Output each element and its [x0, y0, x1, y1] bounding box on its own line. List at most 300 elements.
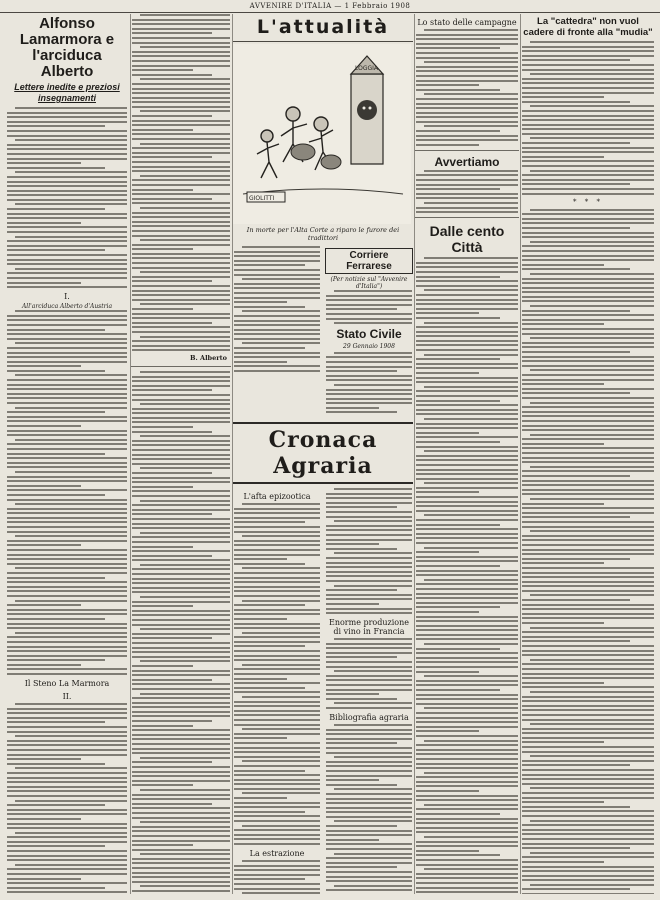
text-line — [7, 795, 127, 797]
text-line — [7, 613, 127, 615]
text-line — [234, 691, 320, 693]
text-line — [242, 342, 320, 344]
text-line — [132, 555, 212, 557]
cartoon-label-left: GIOLITTI — [249, 195, 275, 202]
text-line — [326, 675, 412, 677]
text-line — [522, 119, 654, 121]
text-line — [132, 738, 230, 740]
text-line — [326, 643, 412, 645]
text-line — [234, 531, 320, 533]
text-line — [140, 467, 230, 469]
text-line — [522, 650, 654, 652]
text-line — [416, 808, 518, 810]
text-line — [7, 882, 127, 884]
text-line — [234, 888, 320, 890]
text-line — [522, 581, 654, 583]
text-line — [234, 287, 320, 289]
text-line — [132, 313, 230, 315]
text-line — [7, 416, 127, 418]
text-line — [530, 305, 654, 307]
text-line — [334, 788, 412, 790]
text-line — [522, 457, 654, 459]
text-line — [15, 567, 127, 569]
text-line — [522, 824, 654, 826]
text-line — [132, 444, 230, 446]
text-line — [522, 558, 630, 560]
text-line — [15, 342, 127, 344]
divider — [131, 366, 231, 367]
text-line — [7, 868, 127, 870]
text-line — [326, 366, 412, 368]
text-line — [522, 549, 654, 551]
text-line — [416, 753, 518, 755]
text-line — [522, 64, 654, 66]
text-line — [522, 156, 604, 158]
text-line — [140, 175, 230, 177]
text-line — [416, 459, 518, 461]
text-line — [7, 646, 127, 648]
text-line — [132, 161, 230, 163]
text-line — [522, 443, 604, 445]
text-line — [326, 839, 379, 841]
text-line — [416, 38, 518, 40]
text-line — [416, 52, 518, 54]
text-line — [326, 612, 412, 614]
text-line — [132, 798, 230, 800]
text-line — [416, 427, 518, 429]
text-line — [326, 742, 397, 744]
text-line — [416, 276, 500, 278]
text-line — [522, 461, 654, 463]
text-line — [416, 404, 518, 406]
text-line — [522, 296, 654, 298]
text-line — [416, 47, 500, 49]
text-line — [326, 807, 412, 809]
text-line — [424, 740, 518, 742]
text-line — [242, 535, 320, 537]
text-line — [132, 454, 230, 456]
text-line — [234, 770, 305, 772]
text-line — [242, 632, 320, 634]
text-line — [416, 294, 518, 296]
text-line — [522, 760, 654, 762]
text-line — [326, 689, 412, 691]
text-line — [416, 763, 518, 765]
text-line — [132, 881, 230, 883]
text-line — [522, 415, 654, 417]
text-line — [416, 781, 518, 783]
text-line — [326, 308, 397, 310]
text-line — [530, 627, 654, 629]
text-line — [234, 590, 320, 592]
text-line — [132, 124, 230, 126]
text-line — [234, 843, 320, 845]
text-line — [132, 202, 230, 204]
text-line — [416, 574, 518, 576]
text-line — [234, 815, 320, 817]
text-line — [416, 570, 518, 572]
text-line — [234, 756, 320, 758]
text-line — [140, 821, 230, 823]
text-line — [132, 88, 230, 90]
text-line — [140, 853, 230, 855]
text-line — [15, 439, 127, 441]
text-line — [416, 381, 518, 383]
text-line — [7, 158, 127, 160]
text-line — [242, 664, 320, 666]
text-line — [416, 271, 518, 273]
text-line — [7, 213, 127, 215]
text-line — [132, 248, 193, 250]
text-line — [7, 190, 127, 192]
text-line — [140, 660, 230, 662]
text-line — [416, 179, 518, 181]
text-line — [234, 869, 320, 871]
text-line — [522, 778, 654, 780]
text-line — [522, 512, 654, 514]
text-line — [7, 818, 81, 820]
text-line — [7, 772, 127, 774]
text-line — [416, 266, 518, 268]
text-line — [334, 520, 412, 522]
article-body — [325, 290, 413, 324]
text-line — [7, 466, 127, 468]
text-line — [326, 761, 412, 763]
text-line — [416, 882, 518, 884]
text-line — [234, 701, 320, 703]
article-body — [131, 371, 231, 894]
text-line — [522, 259, 654, 261]
text-line — [522, 115, 654, 117]
text-line — [522, 174, 654, 176]
text-line — [132, 147, 230, 149]
text-line — [416, 197, 518, 199]
text-line — [530, 723, 654, 725]
text-line — [326, 880, 412, 882]
text-line — [7, 891, 127, 893]
text-line — [7, 499, 127, 501]
text-line — [234, 554, 320, 556]
section-heading: Enorme produzione di vino in Francia — [328, 618, 409, 637]
text-line — [234, 338, 320, 340]
text-line — [522, 333, 654, 335]
text-line — [132, 876, 230, 878]
text-line — [522, 686, 654, 688]
text-line — [7, 249, 105, 251]
text-line — [416, 625, 518, 627]
text-line — [7, 263, 127, 265]
text-line — [522, 888, 630, 890]
text-line — [416, 864, 518, 866]
text-line — [334, 670, 412, 672]
text-line — [522, 397, 654, 399]
text-line — [15, 703, 127, 705]
text-line — [326, 548, 397, 550]
text-line — [326, 765, 412, 767]
text-line — [7, 420, 127, 422]
text-line — [7, 604, 81, 606]
text-line — [7, 208, 105, 210]
text-line — [326, 733, 412, 735]
text-line — [416, 363, 518, 365]
text-line — [424, 772, 518, 774]
text-line — [416, 395, 518, 397]
text-line — [530, 820, 654, 822]
text-line — [132, 546, 193, 548]
text-line — [132, 582, 230, 584]
text-line — [522, 183, 630, 185]
text-line — [234, 650, 320, 652]
text-line — [140, 78, 230, 80]
text-line — [7, 365, 81, 367]
text-line — [522, 856, 654, 858]
section-heading: Avvertiamo — [434, 154, 500, 169]
text-line — [530, 691, 654, 693]
text-line — [7, 194, 127, 196]
text-line — [7, 388, 127, 390]
text-line — [522, 278, 654, 280]
text-line — [7, 347, 127, 349]
text-line — [326, 562, 412, 564]
text-line — [7, 813, 127, 815]
text-line — [416, 528, 518, 530]
column-1 — [6, 14, 128, 894]
text-line — [132, 244, 230, 246]
text-line — [132, 216, 230, 218]
text-line — [522, 503, 604, 505]
text-line — [522, 590, 654, 592]
text-line — [132, 184, 230, 186]
text-line — [416, 831, 518, 833]
text-line — [7, 272, 127, 274]
text-line — [7, 217, 127, 219]
text-line — [522, 719, 654, 721]
text-line — [416, 657, 518, 659]
text-line — [416, 372, 479, 374]
text-line — [234, 655, 320, 657]
text-line — [416, 116, 518, 118]
text-line — [522, 576, 654, 578]
text-line — [234, 264, 305, 266]
text-line — [416, 455, 518, 457]
text-line — [416, 188, 500, 190]
text-line — [234, 834, 320, 836]
text-line — [234, 595, 320, 597]
text-line — [424, 836, 518, 838]
article-body — [521, 41, 655, 195]
text-line — [7, 361, 127, 363]
text-line — [132, 651, 230, 653]
text-line — [522, 562, 604, 564]
text-line — [416, 413, 518, 415]
text-line — [132, 92, 230, 94]
text-line — [416, 469, 518, 471]
text-line — [326, 770, 412, 772]
text-line — [530, 209, 654, 211]
text-line — [416, 735, 518, 737]
text-line — [7, 655, 127, 657]
text-line — [522, 539, 654, 541]
text-line — [7, 282, 81, 284]
text-line — [234, 678, 287, 680]
text-line — [132, 376, 230, 378]
text-line — [7, 878, 81, 880]
text-line — [416, 680, 518, 682]
text-line — [522, 222, 654, 224]
text-line — [326, 862, 412, 864]
text-line — [7, 185, 127, 187]
text-line — [7, 379, 127, 381]
text-line — [522, 188, 654, 190]
text-line — [424, 354, 518, 356]
text-line — [132, 720, 212, 722]
text-line — [416, 299, 518, 301]
text-line — [132, 872, 230, 874]
text-line — [7, 162, 81, 164]
text-line — [522, 46, 654, 48]
text-line — [416, 207, 518, 209]
text-line — [326, 525, 412, 527]
text-line — [7, 476, 127, 478]
text-line — [7, 540, 127, 542]
text-line — [424, 547, 518, 549]
text-line — [132, 794, 230, 796]
section-heading: Lo stato delle campagne — [417, 18, 517, 27]
text-line — [7, 430, 127, 432]
text-line — [416, 887, 518, 889]
text-line — [522, 631, 654, 633]
text-line — [132, 235, 230, 237]
text-line — [326, 707, 412, 709]
text-line — [7, 259, 127, 261]
text-line — [424, 322, 518, 324]
text-line — [234, 820, 320, 822]
text-line — [132, 706, 230, 708]
text-line — [416, 818, 518, 820]
text-line — [132, 166, 230, 168]
text-line — [234, 517, 320, 519]
text-line — [334, 724, 412, 726]
text-line — [7, 572, 127, 574]
article-body — [131, 14, 231, 351]
text-line — [334, 853, 412, 855]
text-line — [522, 654, 654, 656]
text-line — [7, 434, 127, 436]
text-line — [326, 843, 412, 845]
text-line — [530, 73, 654, 75]
text-line — [140, 336, 230, 338]
text-line — [416, 795, 518, 797]
text-line — [416, 340, 518, 342]
text-line — [132, 69, 193, 71]
text-line — [522, 673, 654, 675]
text-line — [416, 629, 518, 631]
text-line — [522, 78, 654, 80]
text-line — [326, 684, 412, 686]
text-line — [132, 725, 193, 727]
article-title: Alfonso Lamarmora e l'arciduca Alberto — [19, 15, 115, 80]
text-line — [7, 245, 127, 247]
text-line — [234, 297, 320, 299]
text-line — [416, 758, 518, 760]
text-line — [326, 398, 412, 400]
text-line — [132, 42, 230, 44]
text-line — [234, 549, 320, 551]
text-line — [522, 193, 654, 195]
text-line — [234, 540, 320, 542]
text-line — [522, 411, 654, 413]
text-line — [7, 850, 127, 852]
text-line — [234, 806, 320, 808]
text-line — [7, 786, 127, 788]
text-line — [424, 514, 518, 516]
article-body — [6, 703, 128, 894]
text-line — [132, 849, 230, 851]
text-line — [132, 647, 230, 649]
text-line — [132, 431, 212, 433]
satirical-cartoon — [233, 44, 411, 224]
text-line — [424, 675, 518, 677]
text-line — [234, 668, 320, 670]
text-line — [140, 757, 230, 759]
text-line — [7, 512, 127, 514]
text-line — [416, 70, 518, 72]
text-line — [132, 568, 230, 570]
text-line — [326, 389, 412, 391]
text-line — [522, 264, 604, 266]
text-line — [234, 581, 320, 583]
text-line — [242, 792, 320, 794]
text-line — [326, 304, 412, 306]
text-line — [132, 679, 212, 681]
text-line — [132, 711, 230, 713]
text-line — [522, 617, 654, 619]
text-line — [234, 370, 320, 372]
text-line — [416, 854, 500, 856]
text-line — [522, 737, 654, 739]
text-line — [132, 83, 230, 85]
text-line — [326, 361, 412, 363]
text-line — [522, 668, 654, 670]
text-line — [132, 285, 230, 287]
text-line — [334, 552, 412, 554]
text-line — [522, 342, 654, 344]
text-line — [522, 179, 654, 181]
text-line — [7, 319, 127, 321]
text-line — [416, 790, 479, 792]
text-line — [132, 74, 212, 76]
text-line — [522, 232, 654, 234]
text-line — [522, 470, 654, 472]
two-column-block — [233, 488, 413, 894]
text-line — [326, 603, 379, 605]
text-line — [7, 125, 105, 127]
text-line — [234, 705, 320, 707]
text-line — [416, 349, 518, 351]
text-line — [234, 521, 305, 523]
text-line — [416, 606, 500, 608]
column-4 — [414, 14, 519, 894]
text-line — [522, 420, 654, 422]
text-line — [416, 285, 518, 287]
text-line — [530, 273, 654, 275]
text-line — [132, 198, 212, 200]
text-line — [132, 803, 212, 805]
text-line — [326, 543, 379, 545]
text-line — [234, 563, 305, 565]
text-line — [416, 75, 518, 77]
text-line — [132, 844, 193, 846]
